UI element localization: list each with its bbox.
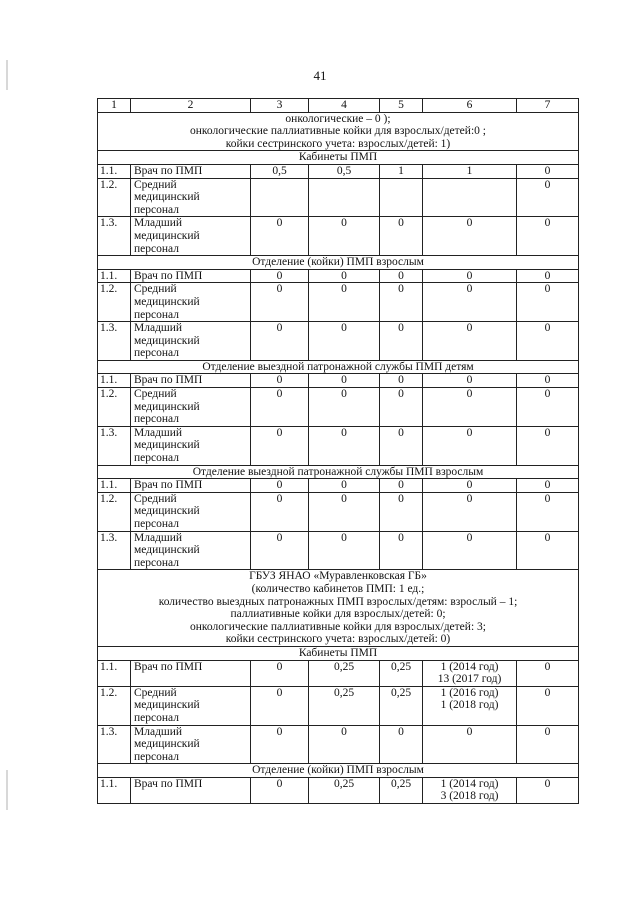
table-row [98,178,579,217]
value-col-6: 0 [423,426,517,465]
value-col-4: 0 [309,426,380,465]
value-col-7: 0 [517,374,579,388]
section-title: Кабинеты ПМП [98,646,579,660]
section-row [98,764,579,778]
staffing-table [97,98,579,804]
value-col-5: 0 [380,374,423,388]
value-col-5: 1 [380,164,423,178]
value-col-3: 0 [251,426,309,465]
table-row [98,492,579,531]
value-col-3: 0 [251,777,309,803]
value-col-6: 0 [423,283,517,322]
section-row [98,646,579,660]
value-col-4: 0 [309,531,380,570]
value-col-7: 0 [517,283,579,322]
value-col-4: 0,5 [309,164,380,178]
scan-edge-mark [6,60,8,90]
value-col-7: 0 [517,725,579,764]
position-name: Врач по ПМП [131,777,251,803]
section-row [98,570,579,647]
value-col-7: 0 [517,479,579,493]
row-number: 1.3. [98,531,131,570]
header-cell: 6 [423,99,517,113]
position-name: Врач по ПМП [131,164,251,178]
section-row [98,256,579,270]
position-name: Средний медицинский персонал [131,492,251,531]
value-col-5: 0,25 [380,686,423,725]
value-col-5: 0 [380,531,423,570]
value-col-6: 1 [423,164,517,178]
value-col-4: 0 [309,479,380,493]
value-col-4: 0 [309,217,380,256]
section-title: ГБУЗ ЯНАО «Муравленковская ГБ» (количество кабинетов ПМП: 1 ед.; количество выездных патронажных ПМП взрослых/детям: взрослый – 1; паллиативные койки для взрослых/детей: 0; онкологические паллиативные койки для взрослых/детей: 3; койки сестринского учета: взрослых/детей: 0) [98,570,579,647]
value-col-6: 0 [423,479,517,493]
section-row [98,360,579,374]
value-col-4: 0 [309,283,380,322]
value-col-7: 0 [517,322,579,361]
position-name: Средний медицинский персонал [131,388,251,427]
value-col-3: 0 [251,725,309,764]
value-col-6: 0 [423,374,517,388]
value-col-4: 0 [309,492,380,531]
value-col-3: 0 [251,269,309,283]
table-row [98,374,579,388]
value-col-4: 0,25 [309,660,380,686]
section-row [98,465,579,479]
value-col-5: 0,25 [380,660,423,686]
value-col-5: 0 [380,283,423,322]
position-name: Младший медицинский персонал [131,322,251,361]
value-col-7: 0 [517,269,579,283]
row-number: 1.3. [98,426,131,465]
section-title: онкологические – 0 ); онкологические паллиативные койки для взрослых/детей:0 ; койки сестринского учета: взрослых/детей: 1) [98,112,579,151]
value-col-3: 0 [251,492,309,531]
value-col-4: 0 [309,374,380,388]
value-col-6: 0 [423,388,517,427]
value-col-7: 0 [517,660,579,686]
row-number: 1.2. [98,283,131,322]
position-name: Младший медицинский персонал [131,426,251,465]
value-col-7: 0 [517,426,579,465]
row-number: 1.1. [98,479,131,493]
value-col-6: 0 [423,725,517,764]
header-cell: 7 [517,99,579,113]
row-number: 1.1. [98,777,131,803]
position-name: Средний медицинский персонал [131,283,251,322]
value-col-3: 0 [251,388,309,427]
section-title: Отделение выездной патронажной службы ПМП взрослым [98,465,579,479]
value-col-5: 0 [380,322,423,361]
scan-edge-mark [6,770,8,810]
value-col-3: 0 [251,531,309,570]
row-number: 1.3. [98,217,131,256]
value-col-4: 0 [309,725,380,764]
header-cell: 1 [98,99,131,113]
position-name: Врач по ПМП [131,660,251,686]
position-name: Врач по ПМП [131,374,251,388]
value-col-7: 0 [517,217,579,256]
value-col-6: 1 (2016 год) 1 (2018 год) [423,686,517,725]
value-col-7: 0 [517,531,579,570]
value-col-4: 0 [309,388,380,427]
value-col-3: 0,5 [251,164,309,178]
value-col-5 [380,178,423,217]
value-col-7: 0 [517,777,579,803]
value-col-7: 0 [517,388,579,427]
table-row [98,660,579,686]
row-number: 1.2. [98,388,131,427]
value-col-6: 0 [423,531,517,570]
value-col-5: 0 [380,479,423,493]
row-number: 1.2. [98,178,131,217]
value-col-6: 1 (2014 год) 3 (2018 год) [423,777,517,803]
table-row [98,164,579,178]
value-col-6: 0 [423,217,517,256]
value-col-7: 0 [517,492,579,531]
position-name: Средний медицинский персонал [131,178,251,217]
value-col-4: 0 [309,322,380,361]
table-row [98,283,579,322]
value-col-6: 1 (2014 год) 13 (2017 год) [423,660,517,686]
value-col-7: 0 [517,178,579,217]
value-col-3: 0 [251,686,309,725]
value-col-5: 0 [380,217,423,256]
table-row [98,388,579,427]
value-col-4 [309,178,380,217]
table-header-row [98,99,579,113]
row-number: 1.1. [98,660,131,686]
position-name: Младший медицинский персонал [131,531,251,570]
value-col-6: 0 [423,322,517,361]
position-name: Средний медицинский персонал [131,686,251,725]
value-col-3: 0 [251,322,309,361]
value-col-3: 0 [251,374,309,388]
table-row [98,426,579,465]
table-row [98,269,579,283]
header-cell: 2 [131,99,251,113]
value-col-3: 0 [251,283,309,322]
table-row [98,531,579,570]
position-name: Младший медицинский персонал [131,725,251,764]
table-row [98,777,579,803]
table-row [98,479,579,493]
row-number: 1.1. [98,374,131,388]
row-number: 1.3. [98,322,131,361]
table-row [98,725,579,764]
row-number: 1.1. [98,164,131,178]
value-col-7: 0 [517,686,579,725]
header-cell: 3 [251,99,309,113]
value-col-7: 0 [517,164,579,178]
section-title: Кабинеты ПМП [98,151,579,165]
value-col-4: 0,25 [309,777,380,803]
position-name: Врач по ПМП [131,479,251,493]
section-row [98,151,579,165]
section-row [98,112,579,151]
value-col-3: 0 [251,479,309,493]
table-row [98,686,579,725]
value-col-5: 0 [380,269,423,283]
table-row [98,322,579,361]
header-cell: 5 [380,99,423,113]
row-number: 1.2. [98,686,131,725]
section-title: Отделение (койки) ПМП взрослым [98,764,579,778]
value-col-6 [423,178,517,217]
section-title: Отделение (койки) ПМП взрослым [98,256,579,270]
value-col-5: 0 [380,725,423,764]
header-cell: 4 [309,99,380,113]
value-col-4: 0 [309,269,380,283]
value-col-6: 0 [423,492,517,531]
value-col-3: 0 [251,217,309,256]
position-name: Врач по ПМП [131,269,251,283]
value-col-3: 0 [251,660,309,686]
value-col-5: 0,25 [380,777,423,803]
position-name: Младший медицинский персонал [131,217,251,256]
table-row [98,217,579,256]
value-col-5: 0 [380,426,423,465]
value-col-6: 0 [423,269,517,283]
row-number: 1.1. [98,269,131,283]
value-col-3 [251,178,309,217]
section-title: Отделение выездной патронажной службы ПМП детям [98,360,579,374]
value-col-4: 0,25 [309,686,380,725]
value-col-5: 0 [380,388,423,427]
value-col-5: 0 [380,492,423,531]
page-number: 41 [313,68,327,83]
row-number: 1.2. [98,492,131,531]
row-number: 1.3. [98,725,131,764]
